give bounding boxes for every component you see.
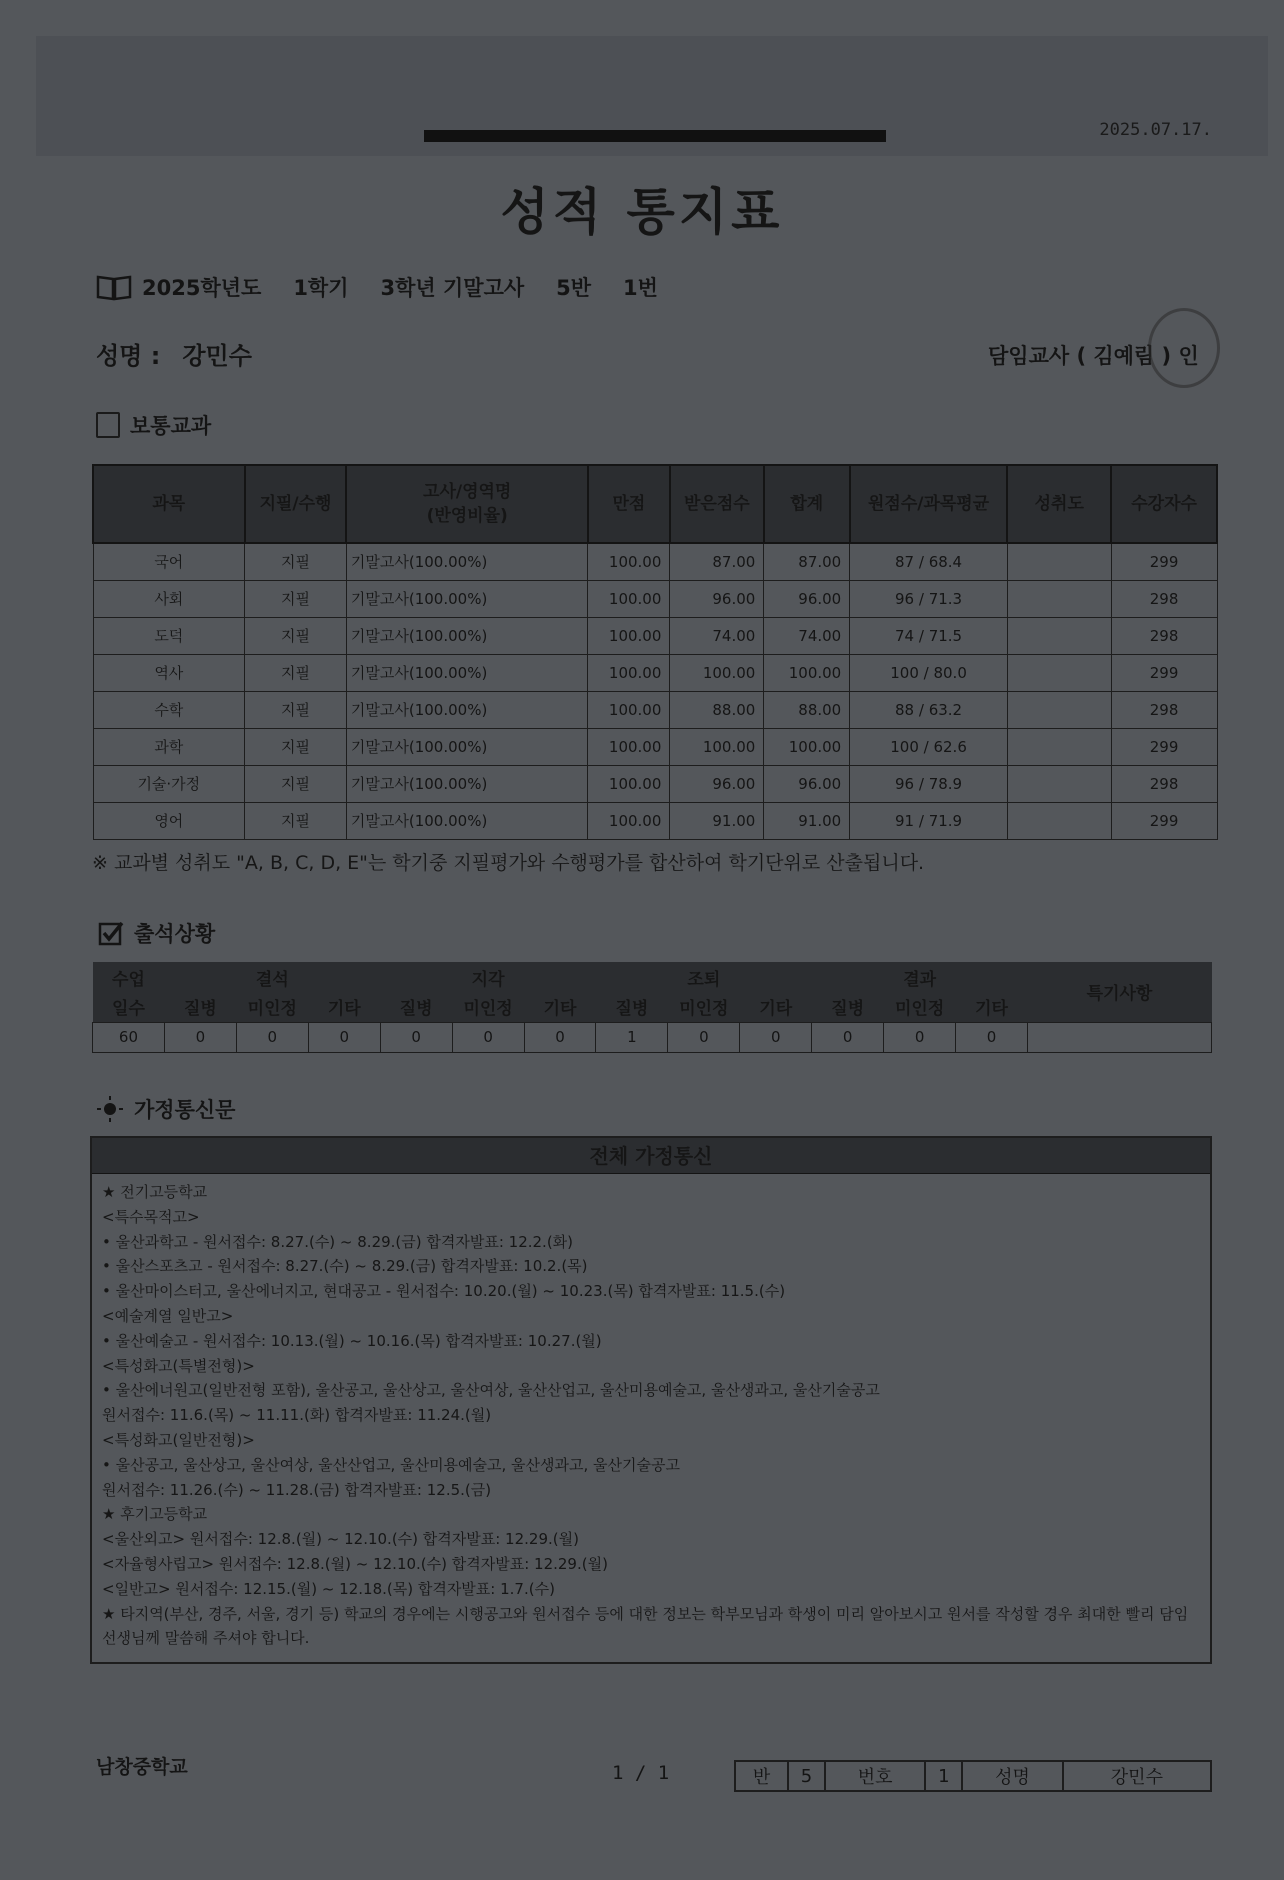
att-group-late: 지각 (380, 962, 596, 992)
grade-cell: 298 (1111, 617, 1217, 654)
achievement-note: ※ 교과별 성취도 "A, B, C, D, E"는 학기중 지필평가와 수행평가를 합산하여 학기단위로 산출됩니다. (92, 852, 925, 874)
exam-info (96, 272, 680, 302)
grades-header-2: 고사/영역명 (반영비율) (346, 465, 588, 543)
grade-cell: 91.00 (670, 802, 764, 839)
grades-header-0: 과목 (93, 465, 245, 543)
grade-cell: 100.00 (588, 617, 670, 654)
page-indicator: 1 / 1 (612, 1762, 670, 1784)
table-row (93, 691, 1217, 728)
att-subheader: 기타 (308, 992, 380, 1022)
att-subheader: 질병 (812, 992, 884, 1022)
notice-line: <특성화고(일반전형)> (102, 1430, 255, 1449)
student-name: 강민수 (182, 342, 252, 370)
exam-year: 2025학년도 (142, 276, 262, 300)
notice-section-heading (96, 1094, 235, 1124)
att-value-cell: 0 (668, 1022, 740, 1052)
notice-line: • 울산마이스터고, 울산에너지고, 현대공고 - 원서접수: 10.20.(월) ~ 10.23.(목) 합격자발표: 11.5.(수) (102, 1282, 786, 1301)
book-icon (96, 273, 132, 301)
grade-cell: 100.00 (764, 728, 850, 765)
grade-cell: 88 / 63.2 (850, 691, 1008, 728)
grade-cell: 기술·가정 (93, 765, 245, 802)
exam-semester: 1학기 (293, 276, 349, 300)
grades-header-5: 합계 (764, 465, 850, 543)
att-value-cell: 0 (164, 1022, 236, 1052)
grades-table (92, 464, 1218, 840)
notice-section-title: 가정통신문 (134, 1098, 236, 1122)
att-days-top: 수업 (93, 962, 165, 992)
att-value-cell: 0 (956, 1022, 1028, 1052)
table-row (93, 728, 1217, 765)
grade-cell: 100.00 (670, 728, 764, 765)
family-notice-box (90, 1136, 1212, 1664)
notice-line: <자율형사립고> 원서접수: 12.8.(월) ~ 12.10.(수) 합격자발표: 12.29.(월) (102, 1554, 608, 1573)
grade-cell: 기말고사(100.00%) (346, 654, 588, 691)
grade-cell: 기말고사(100.00%) (346, 765, 588, 802)
notice-body (92, 1174, 1210, 1657)
grade-cell: 100.00 (588, 654, 670, 691)
grade-cell: 지필 (245, 765, 347, 802)
grade-cell: 91 / 71.9 (850, 802, 1008, 839)
att-group-absence: 결석 (164, 962, 380, 992)
att-value-cell: 0 (812, 1022, 884, 1052)
notice-line: <특수목적고> (102, 1207, 200, 1226)
grades-header-8: 수강자수 (1111, 465, 1217, 543)
grade-cell: 299 (1111, 654, 1217, 691)
grade-cell: 96 / 71.3 (850, 580, 1008, 617)
grades-header-6: 원점수/과목평균 (850, 465, 1008, 543)
att-value-cell: 0 (308, 1022, 380, 1052)
footer-number-label: 번호 (825, 1761, 926, 1791)
grade-cell: 영어 (93, 802, 245, 839)
page-title: 성적 통지표 (500, 183, 784, 241)
grade-cell: 기말고사(100.00%) (346, 728, 588, 765)
att-subheader: 기타 (524, 992, 596, 1022)
grade-cell: 74.00 (670, 617, 764, 654)
exam-class: 5반 (556, 276, 592, 300)
grade-cell (1007, 728, 1111, 765)
footer-class-value: 5 (788, 1761, 825, 1791)
homeroom-teacher: 담임교사 ( 김예림 ) 인 (988, 344, 1199, 368)
grade-cell: 298 (1111, 580, 1217, 617)
grades-section-title: 보통교과 (130, 414, 212, 438)
grade-cell: 88.00 (764, 691, 850, 728)
notice-line: ★ 전기고등학교 (102, 1183, 208, 1201)
grade-cell: 100.00 (588, 580, 670, 617)
notice-line: ★ 타지역(부산, 경주, 서울, 경기 등) 학교의 경우에는 시행공고와 원서접수 등에 대한 정보는 학부모님과 학생이 미리 알아보시고 원서를 작성할 경우 최대한 빨리 담임선생님께 말씀해 주셔야 합니다. (102, 1604, 1189, 1648)
exam-name: 3학년 기말고사 (380, 276, 525, 300)
attendance-section-title: 출석상황 (134, 922, 216, 946)
att-subheader: 기타 (740, 992, 812, 1022)
notice-line: <특성화고(특별전형)> (102, 1356, 255, 1375)
att-subheader: 기타 (956, 992, 1028, 1022)
footer-class-label: 반 (735, 1761, 788, 1791)
grade-cell: 역사 (93, 654, 245, 691)
grade-cell: 100.00 (588, 802, 670, 839)
grade-cell: 96 / 78.9 (850, 765, 1008, 802)
att-subheader: 미인정 (668, 992, 740, 1022)
grade-cell (1007, 691, 1111, 728)
grade-cell: 기말고사(100.00%) (346, 691, 588, 728)
teacher-seal-stamp (1148, 308, 1220, 388)
att-remarks-cell (1028, 1022, 1212, 1052)
attendance-table (92, 962, 1212, 1053)
grades-header-4: 받은점수 (670, 465, 764, 543)
att-days-bottom: 일수 (93, 992, 165, 1022)
checkbox-checked-icon (98, 920, 124, 946)
school-name: 남창중학교 (96, 1756, 188, 1778)
att-group-missed-class: 결과 (812, 962, 1028, 992)
grades-header-3: 만점 (588, 465, 670, 543)
grade-cell: 지필 (245, 802, 347, 839)
att-value-cell: 0 (452, 1022, 524, 1052)
att-subheader: 질병 (164, 992, 236, 1022)
notice-line: 원서접수: 11.6.(목) ~ 11.11.(화) 합격자발표: 11.24.(월) (102, 1406, 492, 1425)
att-value-cell: 0 (884, 1022, 956, 1052)
grade-cell: 100.00 (588, 691, 670, 728)
att-value-cell: 0 (740, 1022, 812, 1052)
grade-cell (1007, 654, 1111, 691)
grade-cell: 299 (1111, 802, 1217, 839)
grade-cell: 96.00 (764, 580, 850, 617)
table-row (93, 802, 1217, 839)
att-subheader: 미인정 (452, 992, 524, 1022)
notice-line: • 울산스포츠고 - 원서접수: 8.27.(수) ~ 8.29.(금) 합격자발표: 10.2.(목) (102, 1257, 588, 1276)
table-row (93, 617, 1217, 654)
grade-cell: 88.00 (670, 691, 764, 728)
att-subheader: 미인정 (884, 992, 956, 1022)
grade-cell: 100 / 80.0 (850, 654, 1008, 691)
att-subheader: 질병 (596, 992, 668, 1022)
grade-cell: 299 (1111, 728, 1217, 765)
grade-cell: 지필 (245, 617, 347, 654)
grade-cell: 기말고사(100.00%) (346, 617, 588, 654)
issue-date: 2025.07.17. (1099, 120, 1212, 140)
attendance-section-heading (98, 918, 215, 948)
table-row (93, 654, 1217, 691)
grade-cell: 87.00 (764, 543, 850, 580)
document-icon (96, 412, 120, 438)
att-value-cell: 0 (380, 1022, 452, 1052)
grade-cell: 100.00 (764, 654, 850, 691)
att-value-cell: 0 (524, 1022, 596, 1052)
grade-cell: 74 / 71.5 (850, 617, 1008, 654)
notice-line: • 울산과학고 - 원서접수: 8.27.(수) ~ 8.29.(금) 합격자발표: 12.2.(화) (102, 1232, 574, 1251)
grade-cell: 지필 (245, 728, 347, 765)
notice-line: • 울산예술고 - 원서접수: 10.13.(월) ~ 10.16.(목) 합격자발표: 10.27.(월) (102, 1331, 602, 1350)
exam-number: 1번 (623, 276, 658, 300)
grade-cell: 100.00 (588, 765, 670, 802)
grade-cell (1007, 765, 1111, 802)
sun-bullet-icon (96, 1095, 124, 1123)
grade-cell: 100.00 (670, 654, 764, 691)
notice-line: <예술계열 일반고> (102, 1306, 234, 1325)
table-row (93, 765, 1217, 802)
grade-cell: 지필 (245, 691, 347, 728)
grade-cell: 기말고사(100.00%) (346, 580, 588, 617)
att-value-cell: 60 (93, 1022, 165, 1052)
grade-cell: 96.00 (670, 765, 764, 802)
grade-cell: 87 / 68.4 (850, 543, 1008, 580)
grade-cell: 지필 (245, 654, 347, 691)
grades-header-1: 지필/수행 (245, 465, 347, 543)
grade-cell: 100.00 (588, 543, 670, 580)
name-label: 성명 : (96, 342, 161, 370)
grade-cell: 299 (1111, 543, 1217, 580)
notice-line: 원서접수: 11.26.(수) ~ 11.28.(금) 합격자발표: 12.5.(금) (102, 1480, 492, 1499)
att-value-cell: 0 (236, 1022, 308, 1052)
grade-cell: 과학 (93, 728, 245, 765)
grade-cell: 지필 (245, 543, 347, 580)
att-group-early-leave: 조퇴 (596, 962, 812, 992)
grade-cell: 국어 (93, 543, 245, 580)
student-name-line (96, 336, 252, 371)
notice-line: ★ 후기고등학교 (102, 1505, 208, 1524)
grade-cell (1007, 580, 1111, 617)
grade-cell: 74.00 (764, 617, 850, 654)
grade-cell: 298 (1111, 691, 1217, 728)
table-row (93, 580, 1217, 617)
footer-student-table (734, 1760, 1212, 1792)
notice-line: • 울산공고, 울산상고, 울산여상, 울산산업고, 울산미용예술고, 울산생과고, 울산기술공고 (102, 1455, 680, 1474)
grade-cell (1007, 543, 1111, 580)
grade-cell: 수학 (93, 691, 245, 728)
footer-name-value: 강민수 (1063, 1761, 1211, 1791)
notice-line: • 울산에너원고(일반전형 포함), 울산공고, 울산상고, 울산여상, 울산산업고, 울산미용예술고, 울산생과고, 울산기술공고 (102, 1381, 880, 1400)
att-subheader: 질병 (380, 992, 452, 1022)
grades-section-heading (96, 410, 211, 440)
grade-cell: 도덕 (93, 617, 245, 654)
notice-line: <일반고> 원서접수: 12.15.(월) ~ 12.18.(목) 합격자발표: 1.7.(수) (102, 1579, 555, 1598)
att-subheader: 미인정 (236, 992, 308, 1022)
grade-cell: 87.00 (670, 543, 764, 580)
grade-cell (1007, 802, 1111, 839)
grade-cell (1007, 617, 1111, 654)
grades-header-7: 성취도 (1007, 465, 1111, 543)
grade-cell: 96.00 (764, 765, 850, 802)
grade-cell: 기말고사(100.00%) (346, 543, 588, 580)
grade-cell: 사회 (93, 580, 245, 617)
footer-number-value: 1 (925, 1761, 962, 1791)
notice-header: 전체 가정통신 (92, 1138, 1210, 1174)
grade-cell: 91.00 (764, 802, 850, 839)
footer-name-label: 성명 (962, 1761, 1063, 1791)
grade-cell: 기말고사(100.00%) (346, 802, 588, 839)
notice-line: <울산외고> 원서접수: 12.8.(월) ~ 12.10.(수) 합격자발표: 12.29.(월) (102, 1530, 579, 1549)
att-value-cell: 1 (596, 1022, 668, 1052)
grade-cell: 298 (1111, 765, 1217, 802)
grade-cell: 100 / 62.6 (850, 728, 1008, 765)
table-row (93, 543, 1217, 580)
grade-cell: 지필 (245, 580, 347, 617)
att-remarks-header: 특기사항 (1028, 962, 1212, 1022)
grade-cell: 100.00 (588, 728, 670, 765)
top-redaction-bar (424, 130, 886, 142)
grade-cell: 96.00 (670, 580, 764, 617)
